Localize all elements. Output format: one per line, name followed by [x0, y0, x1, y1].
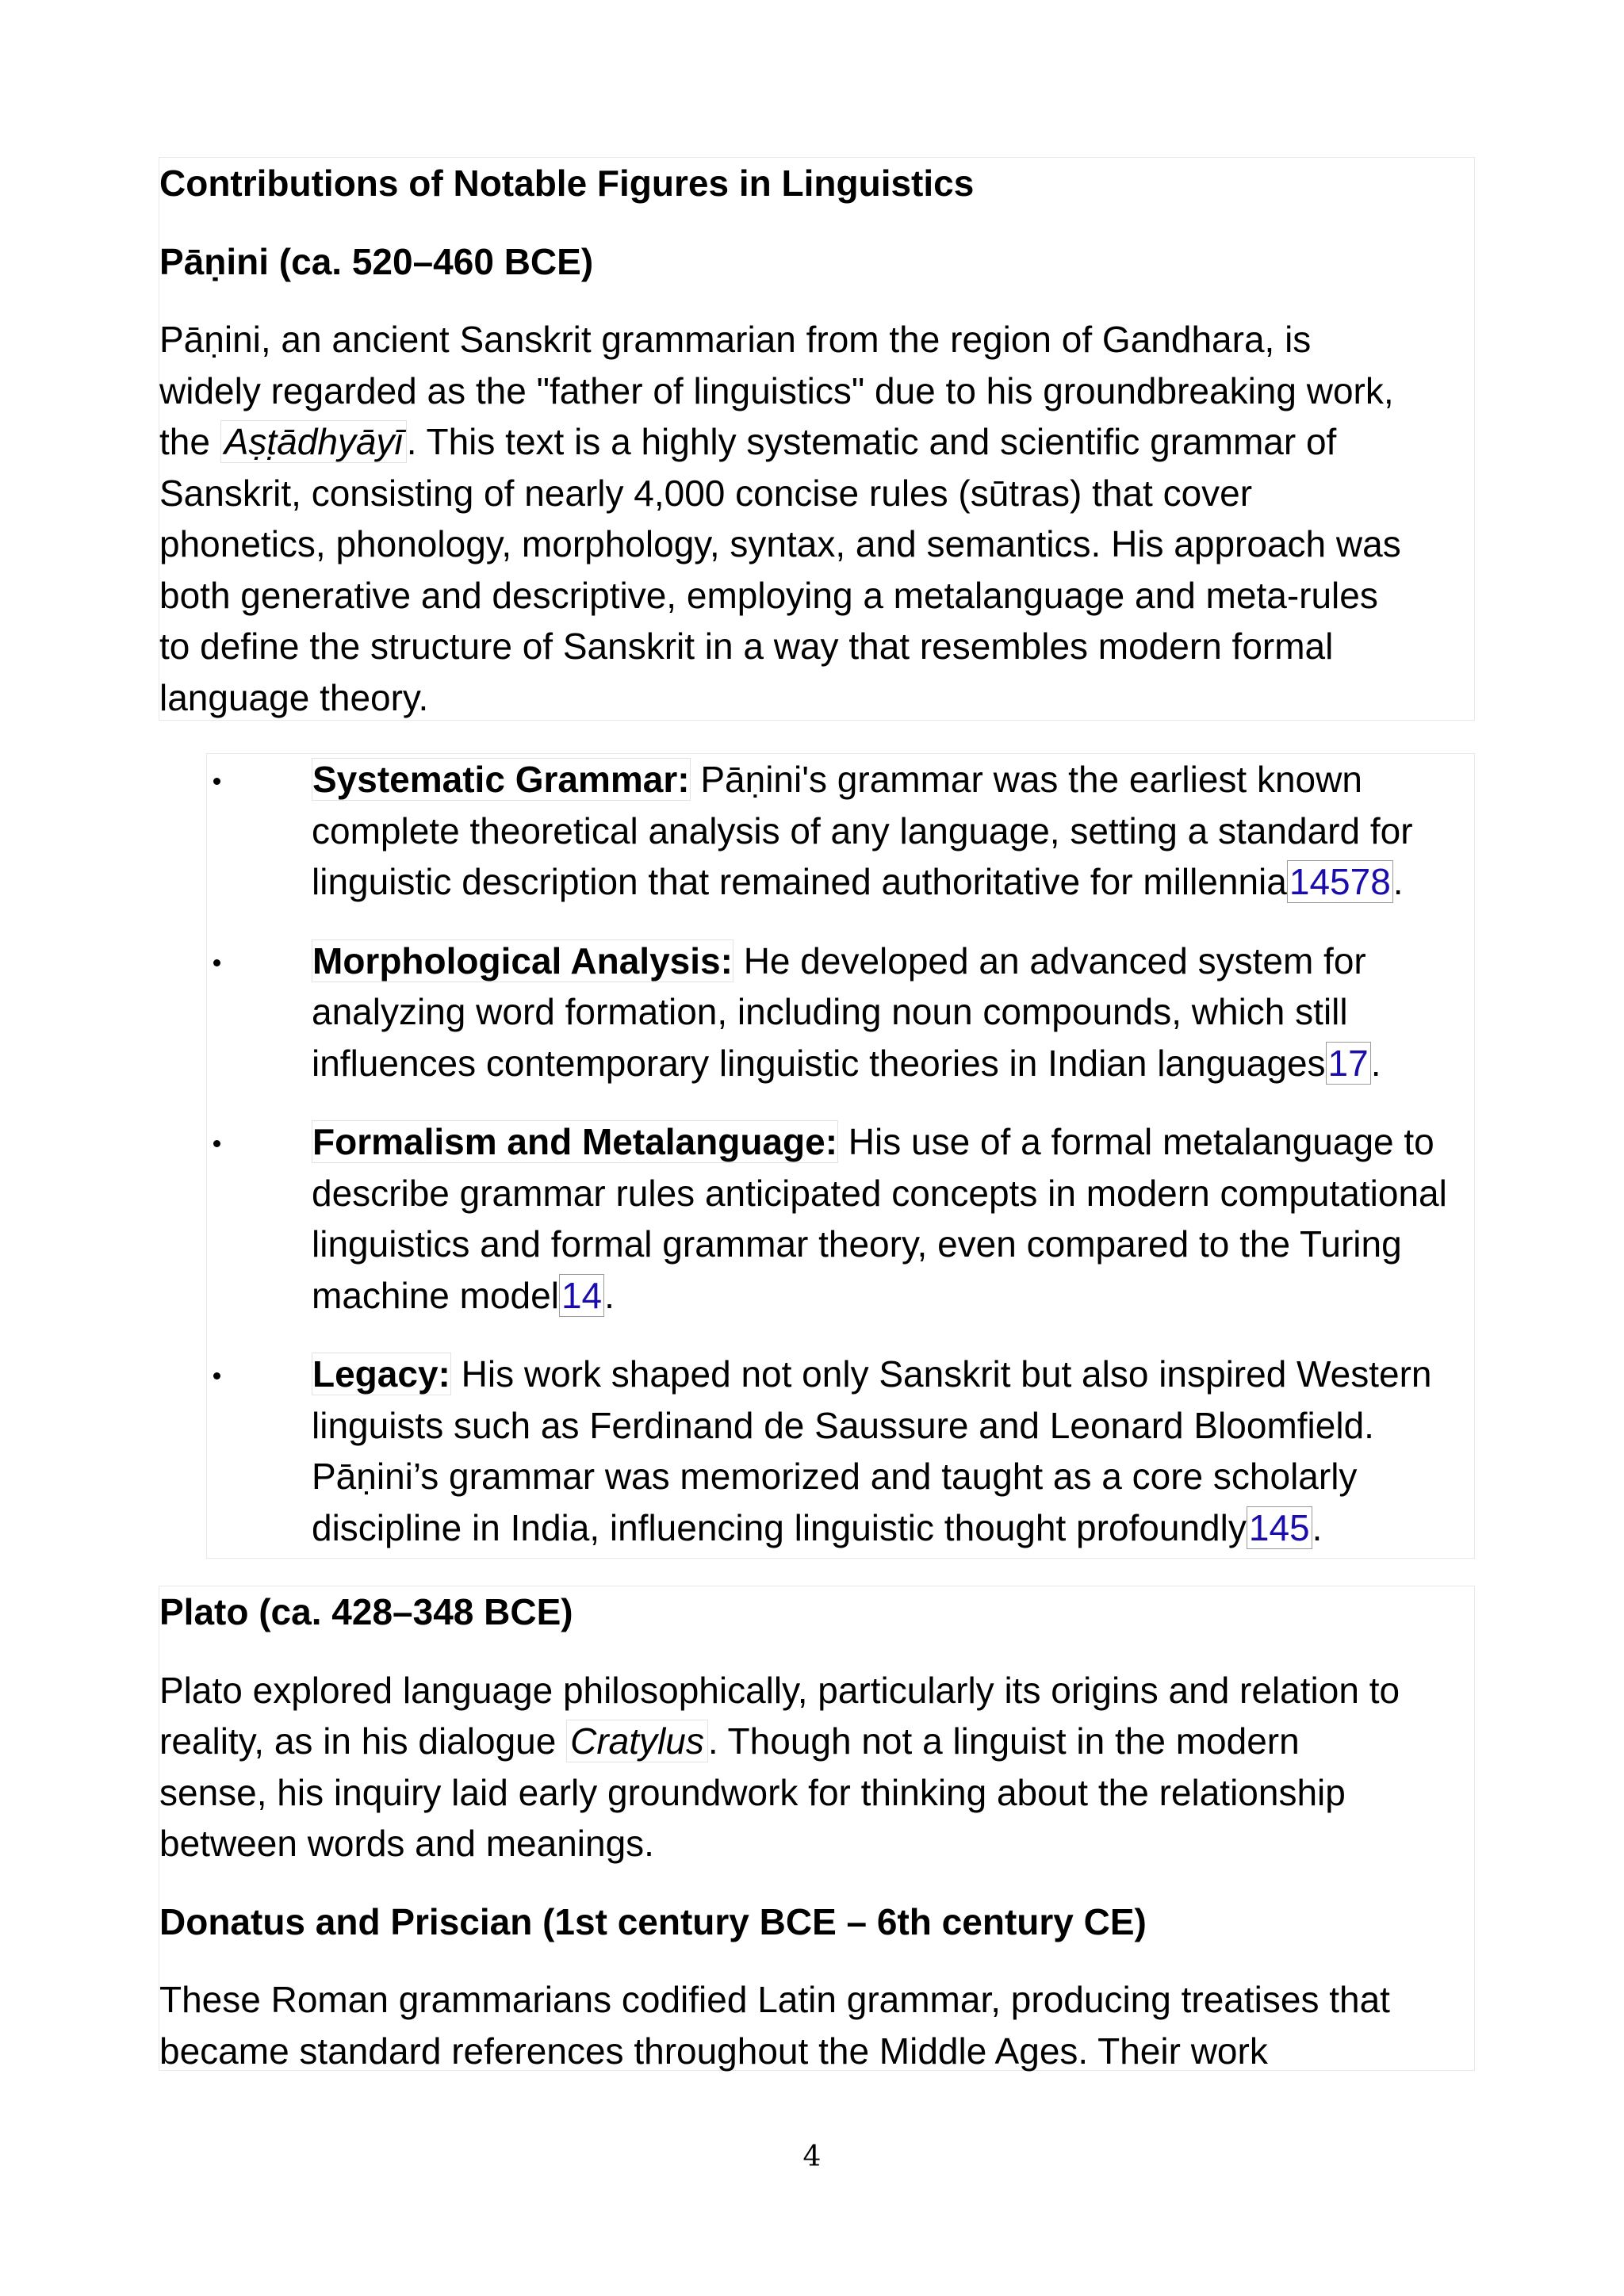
paragraph-line: both generative and descriptive, employing a metalanguage and meta-rules [159, 574, 1378, 616]
citation-link[interactable]: 14 [559, 1274, 604, 1317]
bullet-icon [213, 959, 220, 966]
plato-donatus-section [159, 1586, 1475, 2071]
bullet-line [312, 856, 1474, 908]
paragraph-line: to define the structure of Sanskrit in a way that resembles modern formal [159, 626, 1334, 667]
plato-paragraph [159, 1665, 1474, 1869]
text-span: . [1392, 861, 1404, 902]
paragraph-line: These Roman grammarians codified Latin grammar, producing treatises that [159, 1979, 1390, 2020]
bullet-icon [213, 778, 220, 785]
page-number: 4 [802, 2141, 822, 2173]
text-span: His work shaped not only Sanskrit but also inspired Western [450, 1353, 1432, 1395]
bullet-line: describe grammar rules anticipated concepts in modern computational [312, 1172, 1447, 1214]
citation-link[interactable]: 145 [1247, 1506, 1312, 1549]
bullet-line: analyzing word formation, including noun compounds, which still [312, 991, 1348, 1032]
bullet-line [312, 1349, 1474, 1400]
panini-heading: Pāṇini (ca. 520–460 BCE) [159, 240, 594, 282]
text-span: . [604, 1274, 615, 1316]
paragraph-line: Sanskrit, consisting of nearly 4,000 concise rules (sūtras) that cover [159, 472, 1253, 514]
panini-bullet-list [206, 753, 1475, 1559]
bullet-line [312, 1502, 1474, 1554]
bullet-line: linguists such as Ferdinand de Saussure and Leonard Bloomfield. [312, 1404, 1374, 1446]
text-span: . Though not a linguist in the modern [707, 1720, 1300, 1762]
text-span: machine model [312, 1274, 559, 1316]
paragraph-line: sense, his inquiry laid early groundwork for thinking about the relationship [159, 1771, 1346, 1813]
paragraph-line: Pāṇini, an ancient Sanskrit grammarian from the region of Gandhara, is [159, 319, 1312, 360]
text-span: . [1370, 1042, 1381, 1084]
text-span: . This text is a highly systematic and scientific grammar of [406, 421, 1337, 462]
plato-heading: Plato (ca. 428–348 BCE) [159, 1591, 573, 1632]
donatus-paragraph [159, 1974, 1474, 2076]
text-span: discipline in India, influencing linguistic thought profoundly [312, 1506, 1247, 1548]
document-title: Contributions of Notable Figures in Linguistics [159, 163, 975, 204]
donatus-heading: Donatus and Priscian (1st century BCE – 6th century CE) [159, 1900, 1147, 1942]
text-span: . [1312, 1506, 1323, 1548]
list-item [213, 936, 1474, 1089]
bullet-line [312, 936, 1474, 987]
list-item [213, 1349, 1474, 1553]
text-span: influences contemporary linguistic theories in Indian languages [312, 1042, 1326, 1084]
paragraph-line [159, 416, 1474, 468]
text-span: reality, as in his dialogue [159, 1720, 567, 1762]
cratylus-title: Cratylus [566, 1720, 708, 1762]
bullet-label: Legacy: [312, 1353, 450, 1395]
bullet-line [312, 1270, 1474, 1322]
paragraph-line: phonetics, phonology, morphology, syntax, and semantics. His approach was [159, 523, 1401, 564]
bullet-line: Pāṇini’s grammar was memorized and taught as a core scholarly [312, 1456, 1358, 1497]
bullet-icon [213, 1140, 220, 1147]
bullet-icon [213, 1372, 220, 1380]
paragraph-line [159, 1716, 1474, 1767]
bullet-line: complete theoretical analysis of any language, setting a standard for [312, 809, 1413, 851]
panini-paragraph [159, 314, 1474, 723]
bullet-line [312, 1038, 1474, 1089]
list-item [213, 1116, 1474, 1321]
paragraph-line: language theory. [159, 676, 429, 718]
citation-link[interactable]: 17 [1326, 1042, 1371, 1085]
citation-link[interactable]: 14578 [1287, 860, 1393, 903]
text-span: He developed an advanced system for [733, 939, 1366, 982]
text-span: His use of a formal metalanguage to [838, 1121, 1434, 1162]
text-span: the [159, 421, 220, 462]
bullet-line [312, 754, 1474, 806]
bullet-label: Systematic Grammar: [312, 759, 690, 800]
panini-intro-section [159, 157, 1475, 721]
paragraph-line: Plato explored language philosophically, particularly its origins and relation to [159, 1669, 1400, 1711]
paragraph-line: became standard references throughout the Middle Ages. Their work [159, 2030, 1268, 2072]
ashtadhyayi-title: Aṣṭādhyāyī [220, 420, 407, 463]
paragraph-line: widely regarded as the "father of linguistics" due to his groundbreaking work, [159, 369, 1394, 411]
paragraph-line: between words and meanings. [159, 1823, 654, 1864]
bullet-label: Formalism and Metalanguage: [312, 1121, 838, 1162]
bullet-line: linguistics and formal grammar theory, even compared to the Turing [312, 1223, 1402, 1265]
text-span: Pāṇini's grammar was the earliest known [690, 759, 1362, 800]
bullet-line [312, 1116, 1474, 1168]
text-span: linguistic description that remained authoritative for millennia [312, 861, 1287, 902]
list-item [213, 754, 1474, 908]
bullet-label: Morphological Analysis: [312, 939, 733, 982]
